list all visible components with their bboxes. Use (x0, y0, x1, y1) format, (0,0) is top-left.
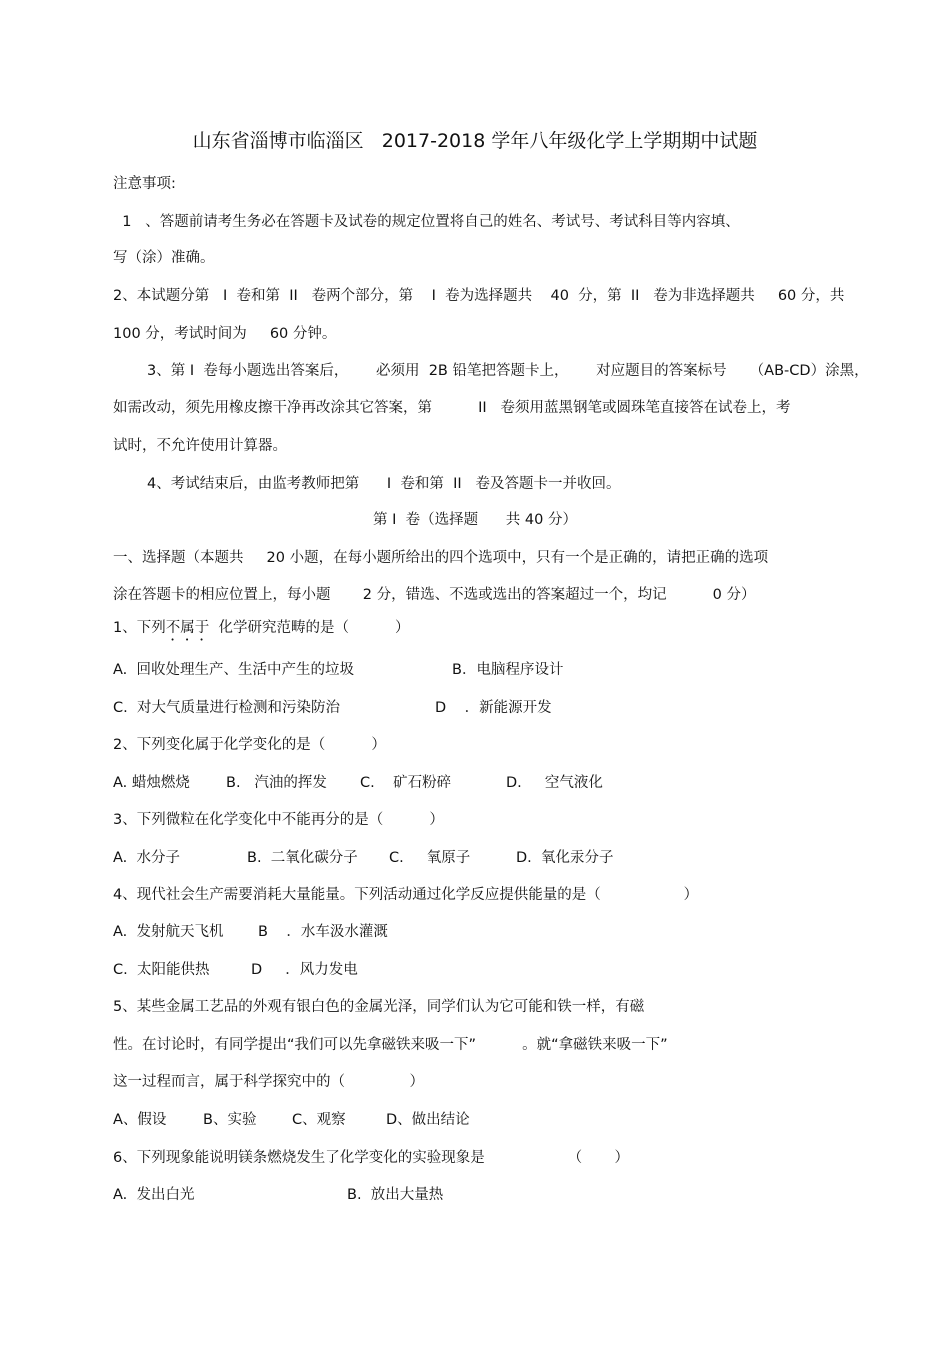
question-3-option-d: D. 氧化汞分子 (516, 850, 614, 866)
question-5-option-b: B、实验 (203, 1112, 257, 1128)
question-6-option-a: A. 发出白光 (113, 1187, 195, 1203)
question-4-option-c: C. 太阳能供热 (113, 962, 210, 978)
question-6-stem: 6、下列现象能说明镁条燃烧发生了化学变化的实验现象是 （ ） (113, 1150, 629, 1166)
question-2-option-c: C. 矿石粉碎 (360, 775, 452, 791)
question-3-option-c: C. 氧原子 (389, 850, 471, 866)
question-5-stem-line: 这一过程而言，属于科学探究中的（ ） (113, 1074, 425, 1090)
question-4-option-b: B ．水车汲水灌溉 (258, 924, 388, 940)
question-4-option-a: A. 发射航天飞机 (113, 924, 224, 940)
question-1-option-a: A. 回收处理生产、生活中产生的垃圾 (113, 662, 354, 678)
question-1-emphasis: 不属于 (165, 620, 210, 636)
question-1-suffix: 化学研究范畴的是（ ） (209, 620, 410, 636)
question-1-option-b: B．电脑程序设计 (452, 662, 564, 678)
question-3-option-a: A. 水分子 (113, 850, 180, 866)
question-5-option-c: C、观察 (292, 1112, 346, 1128)
question-5-option-a: A、假设 (113, 1112, 167, 1128)
question-1-stem (113, 618, 410, 644)
question-4-stem: 4、现代社会生产需要消耗大量能量。下列活动通过化学反应提供能量的是（ ） (113, 887, 699, 903)
note-line: 试时，不允许使用计算器。 (113, 438, 287, 454)
question-5-option-d: D、做出结论 (386, 1112, 470, 1128)
note-line: 3、第 I 卷每小题选出答案后， 必须用 2B 铅笔把答题卡上， 对应题目的答案标号 （AB-CD）涂黑， (147, 363, 869, 379)
note-line: 如需改动，须先用橡皮擦干净再改涂其它答案，第 II 卷须用蓝黑钢笔或圆珠笔直接答在试卷上，考 (113, 400, 791, 416)
question-1-option-d: D ．新能源开发 (435, 700, 552, 716)
instruction-line: 一、选择题（本题共 20 小题，在每小题所给出的四个选项中，只有一个是正确的，请把正确的选项 (113, 550, 769, 566)
notice-heading: 注意事项: (113, 176, 176, 192)
note-line: 100 分，考试时间为 60 分钟。 (113, 326, 337, 342)
question-2-option-d: D. 空气液化 (506, 775, 603, 791)
page-title: 山东省淄博市临淄区 2017-2018 学年八年级化学上学期期中试题 (192, 130, 758, 152)
question-4-option-d: D ．风力发电 (251, 962, 358, 978)
note-line: 1 、答题前请考生务必在答题卡及试卷的规定位置将自己的姓名、考试号、考试科目等内容填、 (113, 214, 740, 230)
question-3-option-b: B. 二氧化碳分子 (247, 850, 358, 866)
question-1-prefix: 1、下列 (113, 620, 166, 636)
question-1-option-c: C. 对大气质量进行检测和污染防治 (113, 700, 340, 716)
note-line: 4、考试结束后，由监考教师把第 I 卷和第 II 卷及答题卡一并收回。 (147, 476, 621, 492)
question-5-stem-line: 性。在讨论时，有同学提出“我们可以先拿磁铁来吸一下” 。就“拿磁铁来吸一下” (113, 1037, 668, 1053)
question-2-option-b: B. 汽油的挥发 (226, 775, 327, 791)
question-3-stem: 3、下列微粒在化学变化中不能再分的是（ ） (113, 812, 444, 828)
question-6-option-b: B. 放出大量热 (347, 1187, 444, 1203)
section-title: 第 I 卷（选择题 共 40 分） (373, 512, 577, 528)
question-2-option-a: A. 蜡烛燃烧 (113, 775, 190, 791)
instruction-line: 涂在答题卡的相应位置上，每小题 2 分，错选、不选或选出的答案超过一个，均记 0 分） (113, 587, 756, 603)
question-5-stem-line: 5、某些金属工艺品的外观有银白色的金属光泽，同学们认为它可能和铁一样，有磁 (113, 999, 645, 1015)
question-2-stem: 2、下列变化属于化学变化的是（ ） (113, 737, 386, 753)
note-line: 写（涂）准确。 (113, 250, 215, 266)
note-line: 2、本试题分第 I 卷和第 II 卷两个部分，第 I 卷为选择题共 40 分，第 II 卷为非选择题共 60 分，共 (113, 288, 845, 304)
